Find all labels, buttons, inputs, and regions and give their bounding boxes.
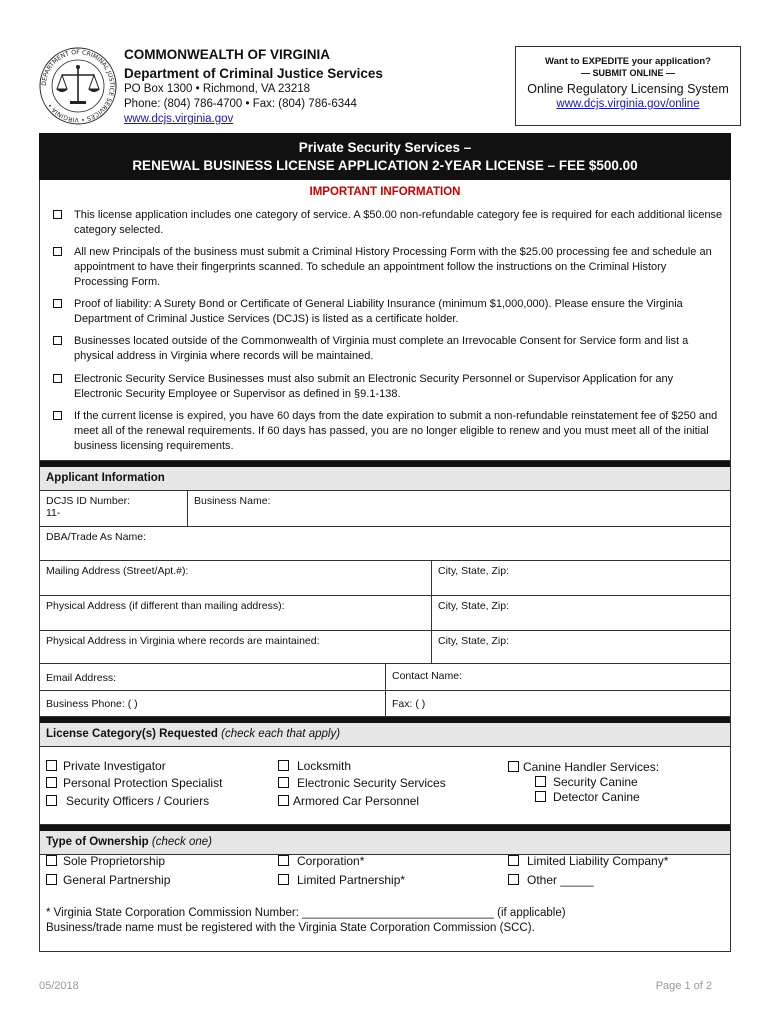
locksmith-checkbox[interactable] (278, 759, 351, 773)
bullet-box-icon (53, 374, 62, 383)
bullet-text: If the current license is expired, you have 60 days from the date expiration to submit a non-refundable reinstatement fee of $250 and meet all of the renewal requirements. If 60 days has passed, you are no longer eligible to renew and you must meet all of the initial business licensing requirements. (74, 410, 718, 452)
category-title: License Category(s) Requested (46, 728, 218, 740)
form-title-line2: RENEWAL BUSINESS LICENSE APPLICATION 2-YEAR LICENSE – FEE $500.00 (132, 158, 638, 173)
email-field[interactable] (40, 663, 385, 690)
dba-field[interactable] (40, 526, 730, 560)
private-investigator-checkbox[interactable] (46, 759, 166, 773)
checkbox-icon (278, 874, 289, 885)
mailing-address: PO Box 1300 • Richmond, VA 23218 (124, 83, 311, 95)
important-title: IMPORTANT INFORMATION (309, 186, 461, 198)
checkbox-icon (535, 776, 546, 787)
bullet-box-icon (53, 247, 62, 256)
city-state-zip-label: City, State, Zip: (438, 635, 509, 647)
applicant-section-title: Applicant Information (40, 467, 730, 490)
bullet-box-icon (53, 299, 62, 308)
fax-field[interactable] (386, 690, 730, 718)
checkbox-icon (46, 874, 57, 885)
ownership-hint: (check one) (151, 836, 212, 848)
physical-city-field[interactable] (432, 595, 730, 630)
physical-address-field[interactable] (40, 595, 431, 630)
checkbox-label: Corporation* (297, 854, 365, 868)
contact-name-field[interactable] (386, 663, 730, 690)
business-name-field[interactable] (188, 490, 730, 526)
checkbox-icon (278, 760, 289, 771)
checkbox-icon (508, 874, 519, 885)
important-information (39, 180, 731, 464)
checkbox-icon (508, 855, 519, 866)
llc-checkbox[interactable] (508, 854, 668, 868)
fax-label: Fax: ( ) (392, 698, 426, 710)
info-bullet (53, 334, 723, 364)
checkbox-icon (278, 855, 289, 866)
dcjs-id-label: DCJS ID Number: (46, 495, 131, 507)
ownership-title: Type of Ownership (46, 836, 149, 848)
department-name: Department of Criminal Justice Services (124, 66, 383, 81)
checkbox-label: Other _____ (527, 873, 594, 887)
armored-car-checkbox[interactable] (278, 794, 419, 808)
contact-name-label: Contact Name: (392, 670, 463, 682)
org-title: COMMONWEALTH OF VIRGINIA (124, 47, 330, 62)
submit-online-label: — SUBMIT ONLINE — (581, 68, 675, 78)
info-bullet (53, 297, 723, 327)
online-link[interactable]: www.dcjs.virginia.gov/online (556, 98, 700, 110)
checkbox-icon (46, 795, 57, 806)
info-bullet (53, 372, 723, 402)
checkbox-icon (46, 760, 57, 771)
email-label: Email Address: (46, 672, 117, 684)
detector-canine-checkbox[interactable] (535, 790, 640, 804)
limited-partnership-checkbox[interactable] (278, 873, 405, 887)
mailing-address-label: Mailing Address (Street/Apt.#): (46, 565, 189, 577)
form-title-line1: Private Security Services – (298, 140, 472, 155)
bullet-box-icon (53, 210, 62, 219)
checkbox-label: Personal Protection Specialist (63, 776, 223, 790)
info-bullet (53, 409, 723, 454)
scc-number-line[interactable]: * Virginia State Corporation Commission Number: ______________________________ (if applicable) (46, 907, 566, 919)
form-title-banner (39, 133, 731, 180)
records-address-label: Physical Address in Virginia where records are maintained: (46, 635, 320, 647)
checkbox-label: Security Canine (553, 775, 638, 789)
city-state-zip-label: City, State, Zip: (438, 600, 509, 612)
checkbox-icon (46, 777, 57, 788)
license-category-section (39, 716, 731, 826)
ownership-section-title (40, 831, 730, 854)
checkbox-label: Canine Handler Services: (523, 760, 660, 774)
page-number: Page 1 of 2 (655, 980, 712, 992)
bullet-box-icon (53, 411, 62, 420)
checkbox-label: Detector Canine (553, 790, 640, 804)
physical-address-label: Physical Address (if different than mailing address): (46, 600, 285, 612)
city-state-zip-label: City, State, Zip: (438, 565, 509, 577)
expedite-question: Want to EXPEDITE your application? (545, 56, 711, 67)
records-address-field[interactable] (40, 630, 431, 663)
info-bullet (53, 208, 723, 238)
bullet-text: Electronic Security Service Businesses must also submit an Electronic Security Personnel or Supervisor Application for any Electronic Security Employee or Supervisor as defined in §9.1-138. (74, 373, 674, 400)
personal-protection-checkbox[interactable] (46, 776, 222, 790)
bullet-text: This license application includes one category of service. A $50.00 non-refundable category fee is required for each additional license category selected. (74, 209, 723, 236)
dcjs-id-value: 11- (46, 507, 61, 519)
mailing-city-field[interactable] (432, 560, 730, 595)
website-link[interactable]: www.dcjs.virginia.gov (124, 113, 234, 125)
applicant-information-section (39, 460, 731, 719)
category-section-title (40, 723, 730, 746)
bullet-text: All new Principals of the business must submit a Criminal History Processing Form with the $25.00 processing fee and schedule an appointment to have their fingerprints scanned. To schedule an appointment follow the instructions on the Criminal History Processing Form. (74, 246, 712, 288)
checkbox-icon (46, 855, 57, 866)
dcjs-id-field[interactable] (40, 490, 187, 526)
scc-registration-note: Business/trade name must be registered with the Virginia State Corporation Commission (SCC). (46, 922, 535, 934)
other-ownership-checkbox[interactable] (508, 873, 594, 887)
checkbox-icon (278, 795, 289, 806)
electronic-security-checkbox[interactable] (278, 776, 446, 790)
checkbox-label: Limited Partnership* (297, 873, 406, 887)
dba-label: DBA/Trade As Name: (46, 531, 146, 543)
info-bullet (53, 245, 723, 290)
bullet-text: Businesses located outside of the Commonwealth of Virginia must complete an Irrevocable Consent for Service form and list a physical address in Virginia where records will be maintained. (74, 335, 689, 362)
mailing-address-field[interactable] (40, 560, 431, 595)
security-officers-checkbox[interactable] (46, 794, 209, 808)
checkbox-label: Electronic Security Services (297, 776, 446, 790)
canine-handler-checkbox[interactable] (508, 760, 659, 774)
security-canine-checkbox[interactable] (535, 775, 638, 789)
business-phone-field[interactable] (40, 690, 385, 718)
records-city-field[interactable] (432, 630, 730, 663)
ownership-section (39, 824, 731, 952)
business-name-label: Business Name: (194, 495, 271, 507)
seal-text: DEPARTMENT OF CRIMINAL JUSTICE SERVICES • VIRGINIA • (40, 48, 116, 124)
dcjs-seal (38, 46, 118, 126)
general-partnership-checkbox[interactable] (46, 873, 170, 887)
checkbox-icon (508, 761, 519, 772)
checkbox-label: General Partnership (63, 873, 171, 887)
checkbox-label: Locksmith (297, 759, 352, 773)
checkbox-label: Security Officers / Couriers (66, 794, 210, 808)
checkbox-label: Limited Liability Company* (527, 854, 669, 868)
corporation-checkbox[interactable] (278, 854, 364, 868)
checkbox-label: Private Investigator (63, 759, 166, 773)
business-phone-label: Business Phone: ( ) (46, 698, 138, 710)
form-revision-date: 05/2018 (39, 980, 79, 992)
phone-fax: Phone: (804) 786-4700 • Fax: (804) 786-6344 (124, 98, 357, 110)
bullet-box-icon (53, 336, 62, 345)
category-hint: (check each that apply) (221, 728, 341, 740)
sole-proprietorship-checkbox[interactable] (46, 854, 165, 868)
licensing-system-label: Online Regulatory Licensing System (527, 82, 729, 96)
expedite-box (515, 46, 741, 126)
checkbox-label: Armored Car Personnel (293, 794, 420, 808)
bullet-text: Proof of liability: A Surety Bond or Certificate of General Liability Insurance (minimum $1,000,000). Please ensure the Virginia Department of Criminal Justice Services (DCJS) is listed as a certificate holder. (74, 298, 683, 325)
checkbox-icon (278, 777, 289, 788)
checkbox-label: Sole Proprietorship (63, 854, 166, 868)
checkbox-icon (535, 791, 546, 802)
